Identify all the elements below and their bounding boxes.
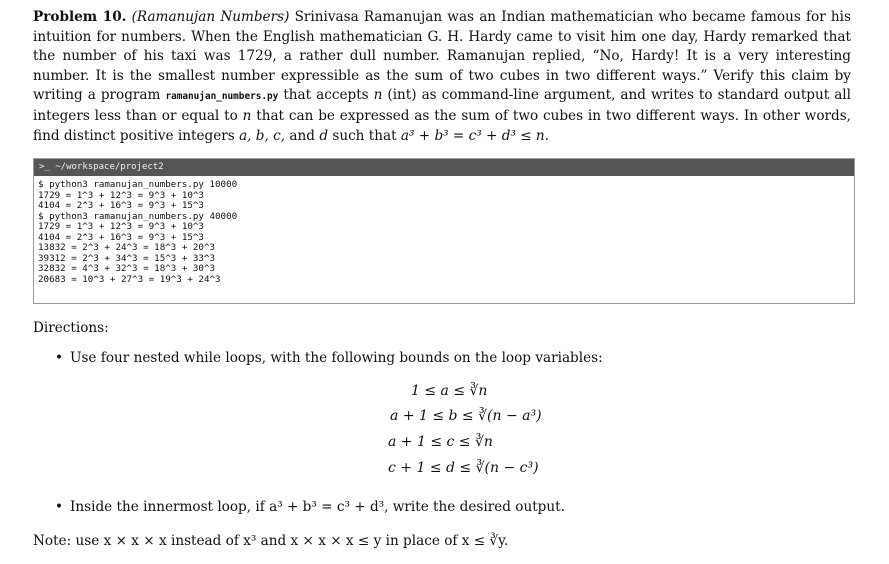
var-n-2: n	[242, 107, 252, 124]
terminal-output	[34, 176, 854, 285]
problem-text-3: (int) as command-line argument, and writes to standard output all integers less than or equal to	[33, 87, 852, 124]
problem-text-1: Srinivasa Ramanujan was an Indian mathematician who became famous for his intuition for numbers. When the English mathematician G. H. Hardy came to visit him one day, Hardy remarked that the number of his taxi was 1729, a rather dull number. Ramanujan replied, “No, Hardy! It is a very interesting number. It is the smallest number expressible as the sum of two cubes in two different ways.” Verify this claim by writing a program	[33, 9, 851, 104]
vars-list: a, b, c,	[239, 127, 286, 144]
problem-text-6: such that	[328, 127, 401, 144]
note: Note: use x × x × x instead of x³ and x × x × x ≤ y in place of x ≤ ∛y.	[33, 533, 509, 549]
problem-text-2: that accepts	[278, 87, 374, 104]
var-d: d	[319, 127, 329, 144]
var-n: n	[373, 87, 383, 104]
direction-bullet-1-text: Use four nested while loops, with the following bounds on the loop variables:	[70, 350, 603, 366]
directions-title: Directions:	[33, 320, 109, 336]
terminal-window	[33, 158, 855, 304]
bound-a: 1 ≤ a ≤ ∛n	[411, 383, 488, 399]
terminal-line: 39312 = 2^3 + 34^3 = 15^3 + 33^3	[38, 252, 216, 264]
terminal-title-bar: >_ ~/workspace/project2	[34, 159, 854, 176]
problem-statement	[33, 8, 851, 146]
program-name: ramanujan_numbers.py	[165, 91, 279, 103]
terminal-line: 20683 = 10^3 + 27^3 = 19^3 + 24^3	[38, 273, 221, 285]
problem-text-5: and	[285, 127, 320, 144]
condition: a³ + b³ = c³ + d³ ≤ n.	[400, 127, 549, 144]
problem-heading: Problem 10.	[33, 9, 127, 25]
bound-c: a + 1 ≤ c ≤ ∛n	[388, 434, 493, 450]
terminal-line: 32832 = 4^3 + 32^3 = 18^3 + 30^3	[38, 263, 216, 274]
terminal-line: 4104 = 2^3 + 16^3 = 9^3 + 15^3	[38, 200, 204, 211]
terminal-line: 1729 = 1^3 + 12^3 = 9^3 + 10^3	[38, 221, 204, 232]
direction-bullet-2	[58, 499, 565, 515]
terminal-line: 1729 = 1^3 + 12^3 = 9^3 + 10^3	[38, 189, 204, 201]
terminal-line: 4104 = 2^3 + 16^3 = 9^3 + 15^3	[38, 231, 204, 243]
terminal-line: $ python3 ramanujan_numbers.py 40000	[38, 210, 238, 222]
direction-bullet-1	[58, 350, 603, 366]
terminal-line: 13832 = 2^3 + 24^3 = 18^3 + 20^3	[38, 242, 216, 253]
direction-bullet-2-text: Inside the innermost loop, if a³ + b³ = c³ + d³, write the desired output.	[70, 499, 565, 515]
problem-subject: (Ramanujan Numbers)	[131, 9, 290, 25]
terminal-line: $ python3 ramanujan_numbers.py 10000	[38, 179, 238, 190]
problem-text-4: that can be expressed as the sum of two cubes in two different ways. In other words, find distinct positive integers	[33, 107, 852, 144]
bound-d: c + 1 ≤ d ≤ ∛(n − c³)	[388, 460, 539, 476]
bound-b: a + 1 ≤ b ≤ ∛(n − a³)	[390, 408, 542, 424]
